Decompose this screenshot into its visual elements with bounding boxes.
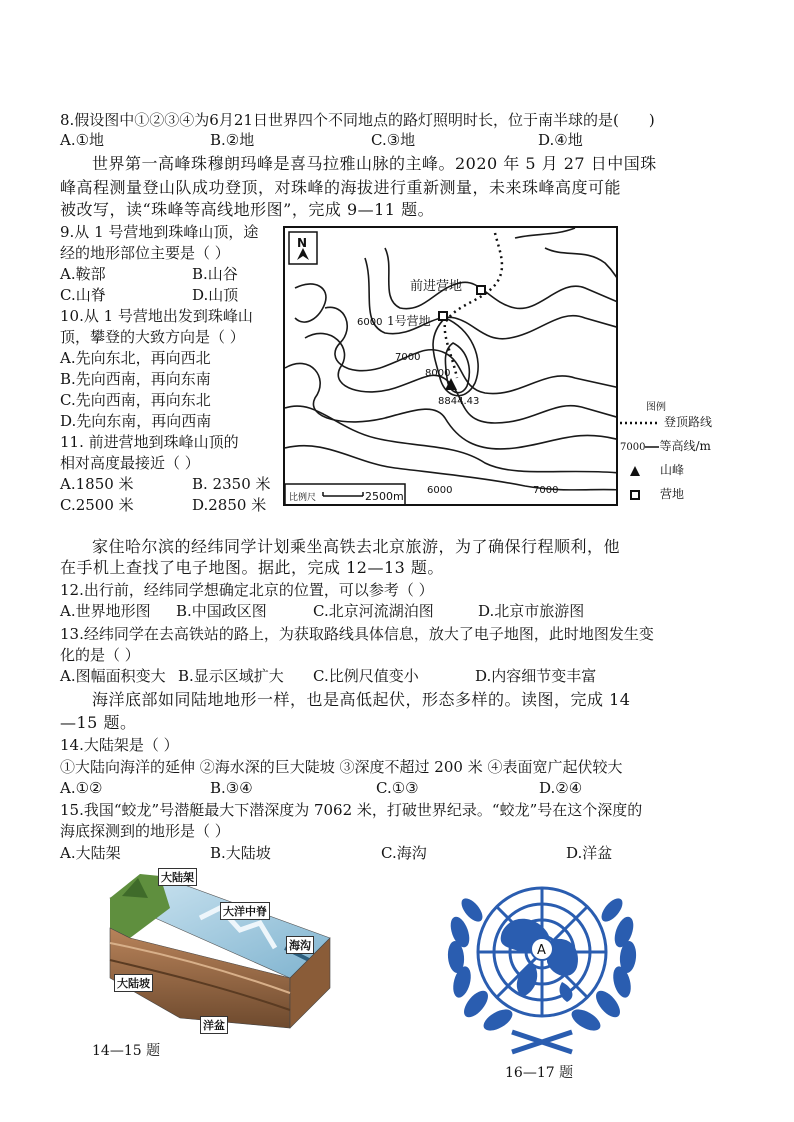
forward-camp-marker — [477, 286, 485, 294]
q15-option-d[interactable]: D.洋盆 — [566, 844, 613, 862]
q13-option-c[interactable]: C.比例尺值变小 — [313, 667, 419, 685]
trench-label: 海沟 — [286, 936, 314, 954]
north-label: N — [297, 236, 308, 250]
forward-camp-label: 前进营地 — [410, 279, 463, 294]
q15-option-b[interactable]: B.大陆坡 — [210, 844, 271, 862]
legend-peak-label: 山峰 — [660, 463, 685, 477]
shelf-label: 大陆架 — [158, 868, 197, 886]
passage2-line-1: 家住哈尔滨的经纬同学计划乘坐高铁去北京旅游，为了确保行程顺利，他 — [92, 537, 621, 556]
q8-close: ) — [648, 111, 655, 129]
q11-option-b[interactable]: B. 2350 米 — [192, 475, 271, 493]
q15-stem-line-1: 15.我国“蛟龙”号潜艇最大下潜深度为 7062 米，打破世界纪录。“蛟龙”号在这个深度的 — [60, 801, 643, 819]
q9-stem-line-2: 经的地形部位主要是（ ） — [60, 244, 230, 262]
q13-option-a[interactable]: A.图幅面积变大 — [60, 667, 166, 685]
q8-stem-text: 8.假设图中①②③④为6月21日世界四个不同地点的路灯照明时长，位于南半球的是( — [60, 111, 619, 129]
camp-1-label: 1号营地 — [387, 314, 431, 328]
q8-stem — [60, 110, 655, 130]
q8-option-d[interactable]: D.④地 — [538, 131, 583, 149]
q11-stem-line-2: 相对高度最接近（ ） — [60, 454, 200, 472]
un-emblem-svg — [442, 872, 642, 1060]
ocean-floor-diagram — [100, 868, 335, 1043]
contour-map — [283, 226, 618, 506]
legend-title: 图例 — [646, 402, 666, 413]
q13-option-b[interactable]: B.显示区域扩大 — [178, 667, 284, 685]
camp-legend-icon — [630, 489, 660, 501]
q12-option-b[interactable]: B.中国政区图 — [176, 602, 267, 620]
point-a-label: A — [537, 943, 546, 958]
contour-map-svg — [285, 228, 618, 506]
q15-stem-line-2: 海底探测到的地形是（ ） — [60, 822, 230, 840]
route-legend-icon — [620, 418, 664, 428]
q12-option-a[interactable]: A.世界地形图 — [60, 602, 151, 620]
q11-option-c[interactable]: C.2500 米 — [60, 496, 134, 514]
bottom-6000-label: 6000 — [427, 485, 453, 496]
bottom-7000-label: 7000 — [533, 485, 559, 496]
passage1-line-2: 峰高程测量登山队成功登顶，对珠峰的海拔进行重新测量，未来珠峰高度可能 — [60, 178, 622, 197]
ocean-fig-caption: 14—15 题 — [92, 1043, 161, 1059]
q8-option-a[interactable]: A.①地 — [60, 131, 105, 149]
q9-option-b[interactable]: B.山谷 — [192, 265, 238, 283]
ridge-label: 大洋中脊 — [220, 902, 270, 920]
q15-option-c[interactable]: C.海沟 — [381, 844, 427, 862]
peak-legend-icon — [630, 465, 660, 477]
climbing-route — [445, 233, 502, 378]
q14-stem: 14.大陆架是（ ） — [60, 736, 179, 754]
q10-option-b[interactable]: B.先向西南，再向东南 — [60, 370, 211, 388]
contour-7000-label: 7000 — [395, 352, 421, 363]
q13-stem-line-1: 13.经纬同学在去高铁站的路上，为获取路线具体信息，放大了电子地图，此时地图发生变 — [60, 625, 654, 643]
passage1-line-3: 被改写，读“珠峰等高线地形图”，完成 9—11 题。 — [60, 200, 435, 219]
legend-contour-label: 等高线/m — [659, 439, 711, 453]
legend-route-label: 登顶路线 — [664, 415, 713, 429]
contour-6000-label: 6000 — [357, 317, 383, 328]
q10-option-d[interactable]: D.先向东南，再向西南 — [60, 412, 212, 430]
contour-8000-label: 8000 — [425, 368, 451, 379]
passage3-line-2: —15 题。 — [60, 713, 137, 732]
q14-option-c[interactable]: C.①③ — [376, 779, 419, 797]
q12-option-d[interactable]: D.北京市旅游图 — [478, 602, 585, 620]
q14-option-a[interactable]: A.①② — [60, 779, 103, 797]
q10-option-c[interactable]: C.先向西南，再向东北 — [60, 391, 211, 409]
un-fig-caption: 16—17 题 — [505, 1065, 574, 1081]
q10-stem-line-1: 10.从 1 号营地出发到珠峰山 — [60, 307, 253, 325]
peak-height-label: 8844.43 — [438, 396, 480, 407]
q14-option-b[interactable]: B.③④ — [210, 779, 253, 797]
q9-stem-line-1: 9.从 1 号营地到珠峰山顶，途 — [60, 223, 259, 241]
q13-option-d[interactable]: D.内容细节变丰富 — [475, 667, 597, 685]
q10-option-a[interactable]: A.先向东北，再向西北 — [60, 349, 211, 367]
q9-option-c[interactable]: C.山脊 — [60, 286, 106, 304]
scale-label: 比例尺 — [289, 493, 317, 503]
q12-option-c[interactable]: C.北京河流湖泊图 — [313, 602, 434, 620]
scale-value: 2500m — [365, 490, 404, 503]
q15-option-a[interactable]: A.大陆架 — [60, 844, 121, 862]
q11-option-d[interactable]: D.2850 米 — [192, 496, 267, 514]
q8-option-c[interactable]: C.③地 — [371, 131, 416, 149]
q12-stem: 12.出行前，经纬同学想确定北京的位置，可以参考（ ） — [60, 581, 434, 599]
q9-option-a[interactable]: A.鞍部 — [60, 265, 106, 283]
passage3-line-1: 海洋底部如同陆地地形一样，也是高低起伏，形态多样的。读图，完成 14 — [92, 690, 631, 709]
q8-option-b[interactable]: B.②地 — [210, 131, 255, 149]
map-legend — [620, 400, 720, 510]
legend-contour-value: 7000 — [620, 442, 646, 453]
q10-stem-line-2: 顶，攀登的大致方向是（ ） — [60, 328, 245, 346]
un-emblem — [442, 872, 642, 1060]
q11-option-a[interactable]: A.1850 米 — [60, 475, 134, 493]
q11-stem-line-1: 11. 前进营地到珠峰山顶的 — [60, 433, 239, 451]
camp-1-marker — [439, 312, 447, 320]
q13-stem-line-2: 化的是（ ） — [60, 646, 140, 664]
slope-label: 大陆坡 — [114, 974, 153, 992]
contour-lines — [285, 228, 618, 490]
basin-label: 洋盆 — [200, 1016, 228, 1034]
passage1-line-1: 世界第一高峰珠穆朗玛峰是喜马拉雅山脉的主峰。2020 年 5 月 27 日中国珠 — [92, 154, 657, 173]
legend-camp-label: 营地 — [660, 487, 685, 501]
passage2-line-2: 在手机上查找了电子地图。据此，完成 12—13 题。 — [60, 558, 444, 577]
q9-option-d[interactable]: D.山顶 — [192, 286, 239, 304]
contour-legend-icon — [645, 442, 659, 452]
q14-items: ①大陆向海洋的延伸 ②海水深的巨大陡坡 ③深度不超过 200 米 ④表面宽广起伏较大 — [60, 758, 623, 776]
q14-option-d[interactable]: D.②④ — [539, 779, 583, 797]
